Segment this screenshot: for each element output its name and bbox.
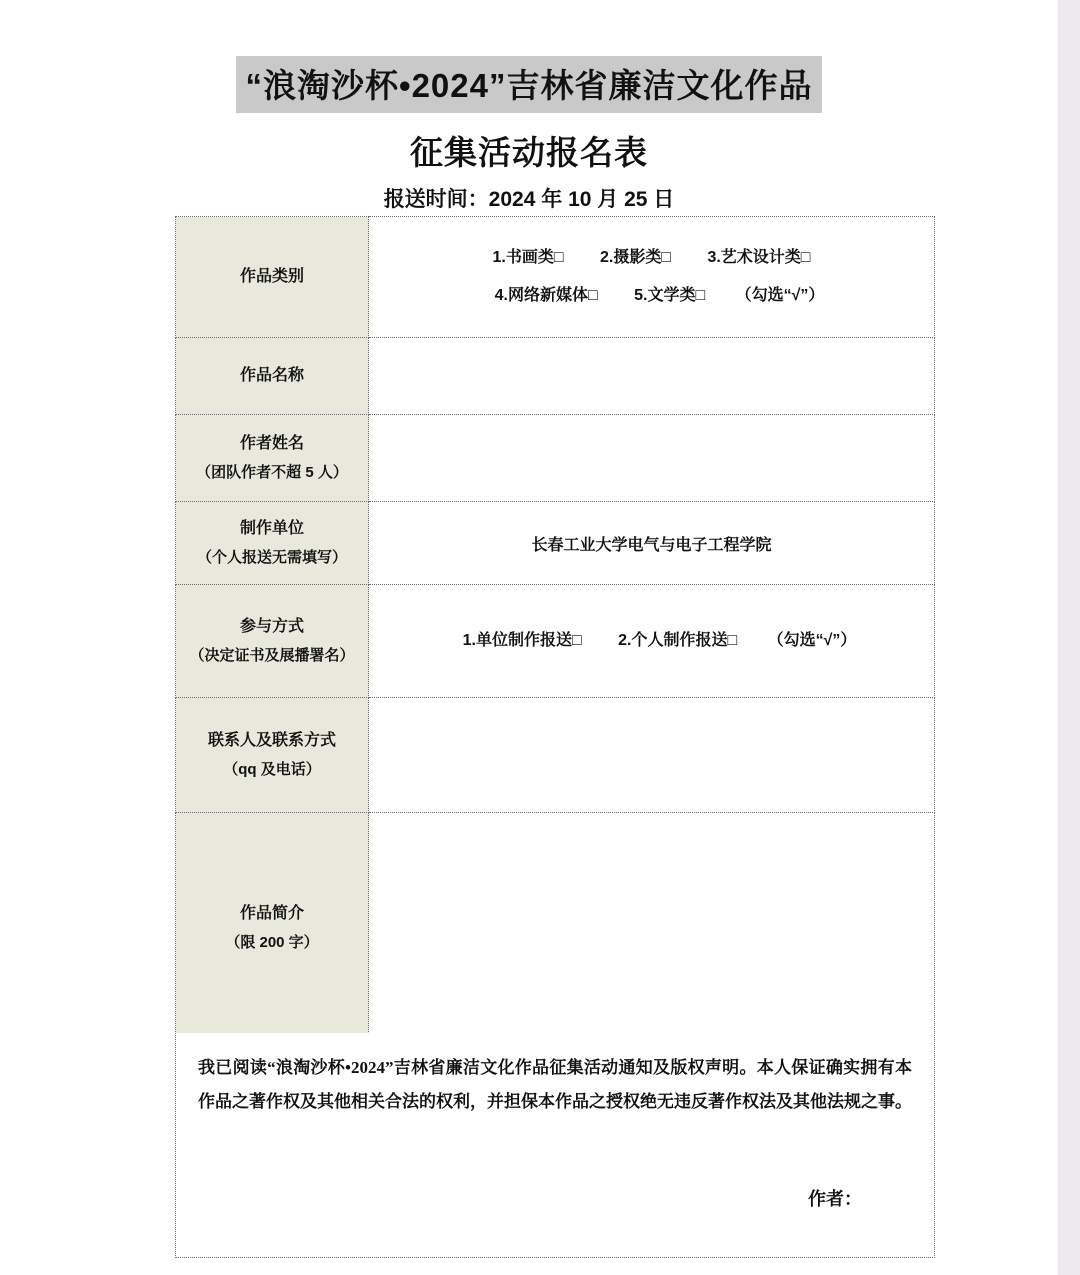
- label-text: 作者姓名: [239, 434, 304, 452]
- row-value-production-unit[interactable]: 长春工业大学电气与电子工程学院: [369, 502, 935, 585]
- row-label-contact: [176, 698, 369, 813]
- row-value-work-category: [369, 217, 935, 338]
- row-value-participation-type: [369, 585, 935, 698]
- checkbox-option-literature[interactable]: 5.文学类□: [634, 287, 706, 304]
- declaration-text: 我已阅读“浪淘沙杯•2024”吉林省廉洁文化作品征集活动通知及版权声明。本人保证确实拥有本作品之著作权及其他相关合法的权利，并担保本作品之授权绝无违反著作权法及其他法规之事。: [198, 1058, 912, 1111]
- checkbox-option-photography[interactable]: 2.摄影类□: [599, 248, 671, 266]
- label-subtext: （qq 及电话）: [223, 760, 321, 778]
- checkbox-option-calligraphy[interactable]: 1.书画类□: [492, 248, 564, 266]
- row-value-contact[interactable]: [369, 698, 935, 813]
- submission-date: 报送时间：2024 年 10 月 25 日: [383, 188, 675, 211]
- table-row: [176, 217, 935, 338]
- label-text: 参与方式: [239, 617, 304, 635]
- label-text: 制作单位: [239, 519, 304, 537]
- row-value-author-name[interactable]: [369, 415, 935, 502]
- row-label-production-unit: [176, 502, 369, 585]
- label-subtext: （个人报送无需填写）: [196, 548, 347, 566]
- table-row: [176, 415, 935, 502]
- checkbox-option-art-design[interactable]: 3.艺术设计类□: [707, 248, 811, 266]
- table-row: [176, 502, 935, 585]
- row-label-work-summary: [176, 813, 369, 1044]
- table-row: [176, 813, 935, 1044]
- registration-form-table: [175, 216, 935, 1044]
- label-text: 作品类别: [239, 267, 304, 285]
- checkbox-instruction: （勾选“√”）: [735, 287, 825, 304]
- checkbox-option-unit-submission[interactable]: 1.单位制作报送□: [462, 631, 582, 649]
- row-label-participation-type: [176, 585, 369, 698]
- label-text: 联系人及联系方式: [207, 731, 336, 749]
- label-subtext: （限 200 字）: [225, 933, 319, 951]
- title-line-1: “浪淘沙杯•2024”吉林省廉洁文化作品: [236, 56, 823, 113]
- row-label-work-category: [176, 217, 369, 338]
- row-label-work-title: [176, 338, 369, 415]
- checkbox-option-new-media[interactable]: 4.网络新媒体□: [494, 287, 598, 304]
- row-value-work-summary[interactable]: [369, 813, 935, 1044]
- label-subtext: （决定证书及展播署名）: [189, 646, 355, 664]
- label-text: 作品简介: [239, 904, 304, 922]
- row-value-work-title[interactable]: [369, 338, 935, 415]
- label-subtext: （团队作者不超 5 人）: [196, 463, 348, 481]
- row-label-author-name: [176, 415, 369, 502]
- table-row: [176, 585, 935, 698]
- title-line-2: 征集活动报名表: [410, 134, 648, 171]
- checkbox-option-individual-submission[interactable]: 2.个人制作报送□: [618, 631, 738, 649]
- signature-label[interactable]: 作者：: [808, 1189, 862, 1209]
- table-row: [176, 338, 935, 415]
- label-text: 作品名称: [239, 366, 304, 384]
- page-edge-strip: [1058, 0, 1080, 1275]
- document-title: [0, 56, 1058, 174]
- declaration-block: [175, 1033, 935, 1258]
- table-row: [176, 698, 935, 813]
- checkbox-instruction: （勾选“√”）: [767, 631, 857, 649]
